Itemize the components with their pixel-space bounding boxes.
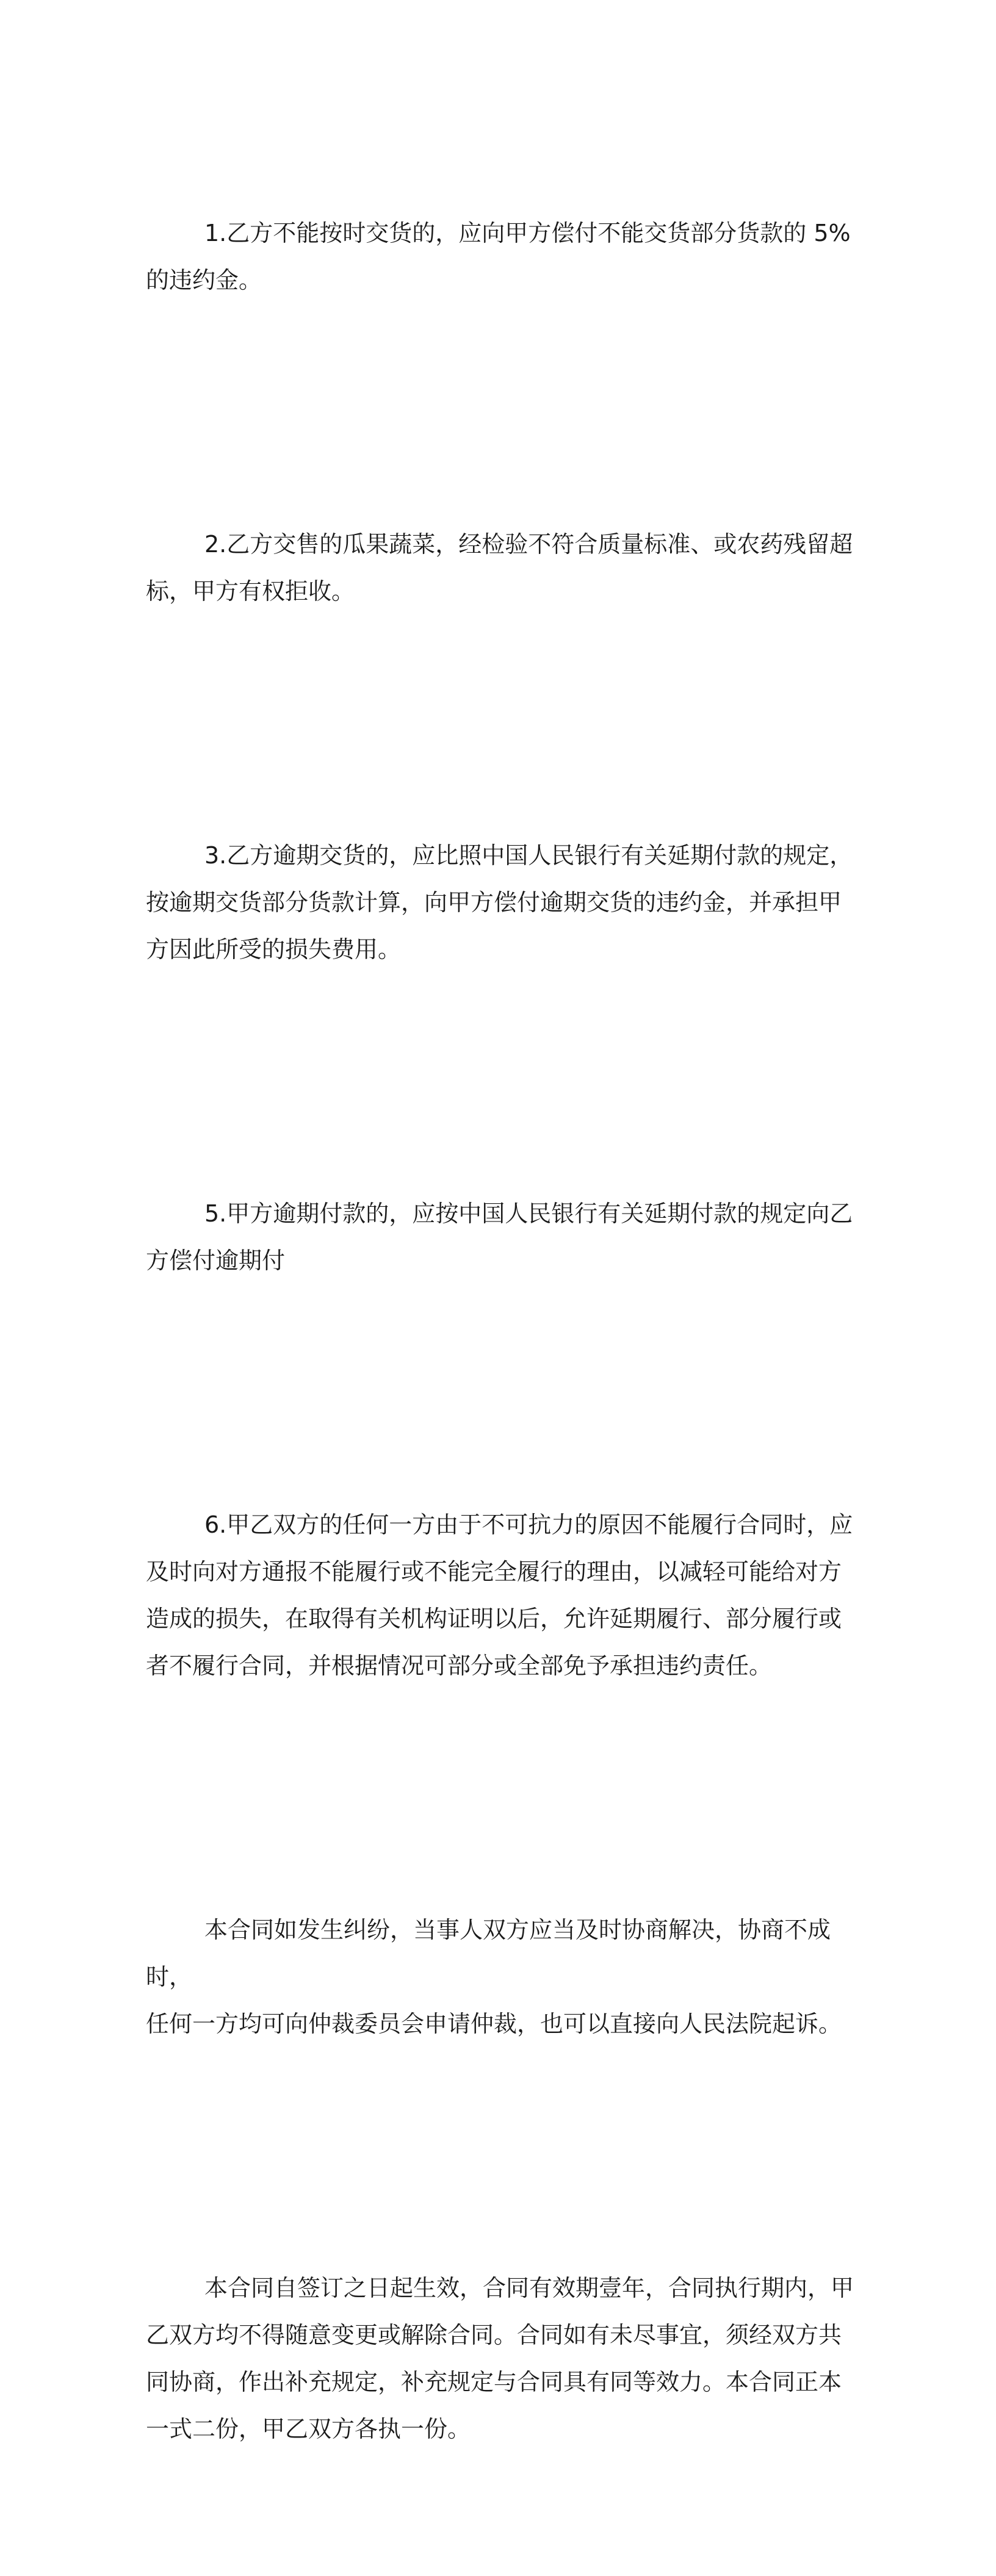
dispute-line-1: 本合同如发生纠纷，当事人双方应当及时协商解决，协商不成时， xyxy=(146,1916,831,1990)
clause-2-paragraph xyxy=(146,427,854,709)
dispute-paragraph xyxy=(146,1813,854,2142)
clause-6-line-1: 6.甲乙双方的任何一方由于不可抗力的原因不能履行合同时，应 xyxy=(204,1511,853,1538)
validity-line-1: 本合同自签订之日起生效，合同有效期壹年，合同执行期内，甲 xyxy=(204,2275,854,2301)
dispute-line-2: 任何一方均可向仲裁委员会申请仲裁，也可以直接向人民法院起诉。 xyxy=(146,2010,842,2037)
validity-line-3: 同协商，作出补充规定，补充规定与合同具有同等效力。本合同正本 xyxy=(146,2369,842,2395)
clause-3-line-2: 按逾期交货部分货款计算，向甲方偿付逾期交货的违约金，并承担甲 xyxy=(146,889,842,916)
validity-line-4: 一式二份，甲乙双方各执一份。 xyxy=(146,2416,471,2442)
clause-6-paragraph xyxy=(146,1408,854,1783)
validity-line-2: 乙双方均不得随意变更或解除合同。合同如有未尽事宜，须经双方共 xyxy=(146,2322,842,2348)
clause-6-line-4: 者不履行合同，并根据情况可部分或全部免予承担违约责任。 xyxy=(146,1652,773,1679)
clause-1-line-2: 的违约金。 xyxy=(146,267,262,293)
clause-3-paragraph xyxy=(146,738,854,1067)
clause-6-line-3: 造成的损失，在取得有关机构证明以后，允许延期履行、部分履行或 xyxy=(146,1605,842,1632)
clause-1-paragraph xyxy=(146,116,854,398)
clause-2-line-2: 标，甲方有权拒收。 xyxy=(146,578,355,605)
clause-5-line-1: 5.甲方逾期付款的，应按中国人民银行有关延期付款的规定向乙 xyxy=(204,1200,853,1227)
clause-5-paragraph xyxy=(146,1096,854,1378)
clause-2-line-1: 2.乙方交售的瓜果蔬菜，经检验不符合质量标准、或农药残留超 xyxy=(204,531,853,558)
clause-5-line-2: 方偿付逾期付 xyxy=(146,1247,286,1274)
clause-6-line-2: 及时向对方通报不能履行或不能完全履行的理由，以减轻可能给对方 xyxy=(146,1558,842,1585)
clause-3-line-3: 方因此所受的损失费用。 xyxy=(146,936,402,963)
validity-paragraph xyxy=(146,2171,854,2547)
clause-3-line-1: 3.乙方逾期交货的，应比照中国人民银行有关延期付款的规定， xyxy=(204,842,853,869)
clause-1-line-1: 1.乙方不能按时交货的，应向甲方偿付不能交货部分货款的 5% xyxy=(204,220,851,246)
document-body xyxy=(146,116,854,2576)
